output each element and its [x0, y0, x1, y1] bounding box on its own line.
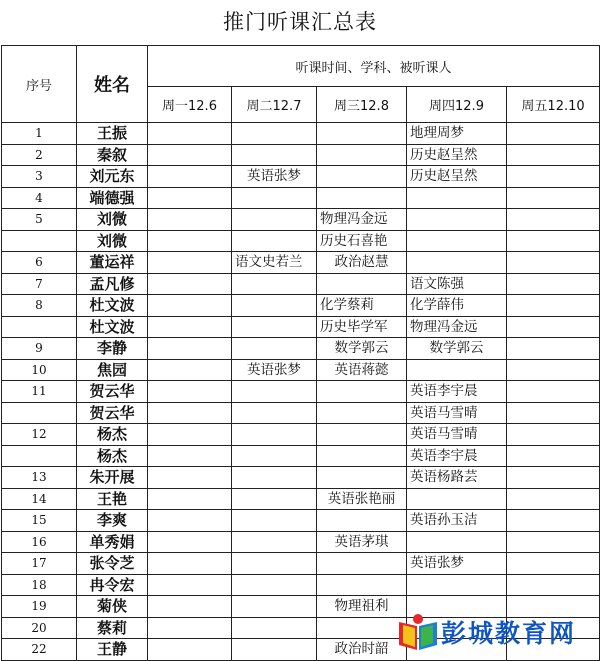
row-tue-cell: 语文史若兰 [232, 252, 317, 274]
row-thu-cell: 英语李宇晨 [407, 381, 507, 403]
row-name: 张令芝 [77, 553, 148, 575]
row-fri-cell [507, 402, 600, 424]
row-tue-cell [232, 510, 317, 532]
row-mon-cell [148, 144, 232, 166]
book-logo-icon [395, 612, 441, 652]
header-seq: 序号 [2, 46, 77, 123]
row-wed-cell [317, 574, 407, 596]
row-seq: 10 [2, 359, 77, 381]
row-mon-cell [148, 574, 232, 596]
row-wed-cell [317, 424, 407, 446]
row-thu-cell: 英语李宇晨 [407, 445, 507, 467]
row-tue-cell [232, 574, 317, 596]
row-fri-cell [507, 123, 600, 145]
row-mon-cell [148, 187, 232, 209]
row-tue-cell [232, 295, 317, 317]
row-seq: 18 [2, 574, 77, 596]
row-tue-cell [232, 144, 317, 166]
row-fri-cell [507, 381, 600, 403]
row-seq: 12 [2, 424, 77, 446]
row-seq: 14 [2, 488, 77, 510]
row-seq: 7 [2, 273, 77, 295]
table-row [2, 252, 600, 274]
row-wed-cell [317, 402, 407, 424]
row-tue-cell [232, 617, 317, 639]
row-name: 王艳 [77, 488, 148, 510]
row-seq: 9 [2, 338, 77, 360]
row-wed-cell: 英语蒋懿 [317, 359, 407, 381]
row-tue-cell: 英语张梦 [232, 166, 317, 188]
row-tue-cell [232, 424, 317, 446]
row-thu-cell [407, 230, 507, 252]
table-row [2, 166, 600, 188]
row-mon-cell [148, 316, 232, 338]
row-thu-cell: 语文陈强 [407, 273, 507, 295]
row-fri-cell [507, 574, 600, 596]
table-row [2, 123, 600, 145]
row-wed-cell [317, 187, 407, 209]
row-fri-cell [507, 230, 600, 252]
table-row [2, 402, 600, 424]
row-tue-cell [232, 187, 317, 209]
row-fri-cell [507, 273, 600, 295]
table-row [2, 273, 600, 295]
row-seq: 3 [2, 166, 77, 188]
row-fri-cell [507, 424, 600, 446]
page-title: 推门听课汇总表 [223, 10, 377, 34]
header-day-tue: 周二12.7 [232, 87, 317, 123]
row-thu-cell [407, 252, 507, 274]
table-row [2, 445, 600, 467]
row-fri-cell [507, 338, 600, 360]
row-name: 焦园 [77, 359, 148, 381]
row-mon-cell [148, 617, 232, 639]
row-thu-cell [407, 359, 507, 381]
table-row [2, 187, 600, 209]
row-seq [2, 230, 77, 252]
row-seq: 19 [2, 596, 77, 618]
row-wed-cell [317, 617, 407, 639]
row-wed-cell: 物理冯金远 [317, 209, 407, 231]
row-tue-cell [232, 488, 317, 510]
row-wed-cell [317, 445, 407, 467]
row-thu-cell [407, 531, 507, 553]
row-seq [2, 316, 77, 338]
row-fri-cell [507, 488, 600, 510]
row-name: 李静 [77, 338, 148, 360]
row-seq: 11 [2, 381, 77, 403]
row-tue-cell [232, 553, 317, 575]
row-name: 菊侠 [77, 596, 148, 618]
row-tue-cell: 英语张梦 [232, 359, 317, 381]
row-mon-cell [148, 209, 232, 231]
row-name: 李爽 [77, 510, 148, 532]
row-mon-cell [148, 531, 232, 553]
row-seq [2, 445, 77, 467]
row-name: 刘元东 [77, 166, 148, 188]
row-mon-cell [148, 553, 232, 575]
header-name: 姓名 [77, 46, 148, 123]
row-fri-cell [507, 209, 600, 231]
header-group: 听课时间、学科、被听课人 [148, 46, 600, 87]
watermark [395, 608, 600, 656]
row-tue-cell [232, 467, 317, 489]
header-day-wed: 周三12.8 [317, 87, 407, 123]
row-mon-cell [148, 402, 232, 424]
row-fri-cell [507, 359, 600, 381]
row-seq: 22 [2, 639, 77, 661]
row-seq: 6 [2, 252, 77, 274]
row-mon-cell [148, 381, 232, 403]
row-tue-cell [232, 338, 317, 360]
row-seq: 16 [2, 531, 77, 553]
row-name: 朱开展 [77, 467, 148, 489]
header-day-thu: 周四12.9 [407, 87, 507, 123]
row-tue-cell [232, 402, 317, 424]
table-row [2, 488, 600, 510]
row-seq: 8 [2, 295, 77, 317]
table-row [2, 381, 600, 403]
row-fri-cell [507, 531, 600, 553]
row-thu-cell [407, 488, 507, 510]
row-name: 贺云华 [77, 381, 148, 403]
table-body [2, 123, 600, 661]
row-thu-cell: 英语孙玉洁 [407, 510, 507, 532]
row-seq: 5 [2, 209, 77, 231]
row-name: 单秀娟 [77, 531, 148, 553]
row-thu-cell: 英语马雪晴 [407, 424, 507, 446]
row-tue-cell [232, 123, 317, 145]
row-thu-cell [407, 574, 507, 596]
row-wed-cell [317, 381, 407, 403]
table-row [2, 359, 600, 381]
row-mon-cell [148, 445, 232, 467]
row-tue-cell [232, 445, 317, 467]
row-name: 孟凡修 [77, 273, 148, 295]
table-row [2, 510, 600, 532]
table-row [2, 316, 600, 338]
row-wed-cell [317, 166, 407, 188]
row-name: 刘微 [77, 230, 148, 252]
row-mon-cell [148, 510, 232, 532]
row-tue-cell [232, 531, 317, 553]
row-thu-cell: 地理周梦 [407, 123, 507, 145]
row-mon-cell [148, 295, 232, 317]
row-fri-cell [507, 144, 600, 166]
row-tue-cell [232, 209, 317, 231]
row-name: 杨杰 [77, 445, 148, 467]
row-wed-cell [317, 273, 407, 295]
row-name: 刘微 [77, 209, 148, 231]
table-row [2, 144, 600, 166]
row-name: 秦叙 [77, 144, 148, 166]
row-tue-cell [232, 381, 317, 403]
row-seq: 2 [2, 144, 77, 166]
row-thu-cell: 历史赵呈然 [407, 166, 507, 188]
row-mon-cell [148, 273, 232, 295]
row-seq: 15 [2, 510, 77, 532]
table-row [2, 338, 600, 360]
row-seq [2, 402, 77, 424]
row-tue-cell [232, 273, 317, 295]
row-fri-cell [507, 445, 600, 467]
table-row [2, 230, 600, 252]
lesson-summary-table [1, 45, 600, 661]
row-wed-cell: 历史石喜艳 [317, 230, 407, 252]
row-tue-cell [232, 639, 317, 661]
row-name: 冉令宏 [77, 574, 148, 596]
row-fri-cell [507, 187, 600, 209]
row-thu-cell: 英语杨路芸 [407, 467, 507, 489]
table-row [2, 531, 600, 553]
row-seq: 13 [2, 467, 77, 489]
row-seq: 1 [2, 123, 77, 145]
row-tue-cell [232, 596, 317, 618]
table-row [2, 553, 600, 575]
row-wed-cell [317, 123, 407, 145]
row-tue-cell [232, 316, 317, 338]
header-day-fri: 周五12.10 [507, 87, 600, 123]
row-wed-cell: 英语张艳丽 [317, 488, 407, 510]
row-wed-cell [317, 467, 407, 489]
row-name: 董运祥 [77, 252, 148, 274]
row-name: 蔡莉 [77, 617, 148, 639]
row-seq: 20 [2, 617, 77, 639]
row-mon-cell [148, 123, 232, 145]
table-row [2, 424, 600, 446]
row-name: 杜文波 [77, 295, 148, 317]
row-thu-cell: 化学薛伟 [407, 295, 507, 317]
row-mon-cell [148, 488, 232, 510]
row-wed-cell: 化学蔡莉 [317, 295, 407, 317]
row-fri-cell [507, 316, 600, 338]
row-thu-cell: 英语张梦 [407, 553, 507, 575]
row-wed-cell: 历史毕学军 [317, 316, 407, 338]
row-thu-cell: 历史赵呈然 [407, 144, 507, 166]
row-fri-cell [507, 295, 600, 317]
row-thu-cell [407, 187, 507, 209]
row-name: 端德强 [77, 187, 148, 209]
row-mon-cell [148, 230, 232, 252]
row-mon-cell [148, 596, 232, 618]
table-row [2, 295, 600, 317]
row-mon-cell [148, 639, 232, 661]
row-thu-cell: 数学郭云 [407, 338, 507, 360]
row-wed-cell: 数学郭云 [317, 338, 407, 360]
table-row [2, 467, 600, 489]
row-fri-cell [507, 166, 600, 188]
row-wed-cell: 政治时韶 [317, 639, 407, 661]
row-mon-cell [148, 166, 232, 188]
row-mon-cell [148, 424, 232, 446]
row-mon-cell [148, 252, 232, 274]
row-seq: 4 [2, 187, 77, 209]
row-mon-cell [148, 338, 232, 360]
row-fri-cell [507, 553, 600, 575]
row-mon-cell [148, 467, 232, 489]
row-thu-cell [407, 209, 507, 231]
row-wed-cell [317, 510, 407, 532]
watermark-text: 彭城教育网 [441, 619, 577, 648]
row-thu-cell: 英语马雪晴 [407, 402, 507, 424]
header-day-mon: 周一12.6 [148, 87, 232, 123]
row-mon-cell [148, 359, 232, 381]
row-thu-cell: 物理冯金远 [407, 316, 507, 338]
row-wed-cell [317, 144, 407, 166]
row-name: 杜文波 [77, 316, 148, 338]
row-name: 杨杰 [77, 424, 148, 446]
row-wed-cell [317, 553, 407, 575]
row-fri-cell [507, 510, 600, 532]
row-wed-cell: 物理祖利 [317, 596, 407, 618]
row-wed-cell: 英语茅琪 [317, 531, 407, 553]
row-tue-cell [232, 230, 317, 252]
table-row [2, 209, 600, 231]
row-seq: 17 [2, 553, 77, 575]
row-fri-cell [507, 252, 600, 274]
table-row [2, 574, 600, 596]
row-fri-cell [507, 467, 600, 489]
row-name: 王静 [77, 639, 148, 661]
row-name: 贺云华 [77, 402, 148, 424]
row-wed-cell: 政治赵慧 [317, 252, 407, 274]
row-name: 王振 [77, 123, 148, 145]
